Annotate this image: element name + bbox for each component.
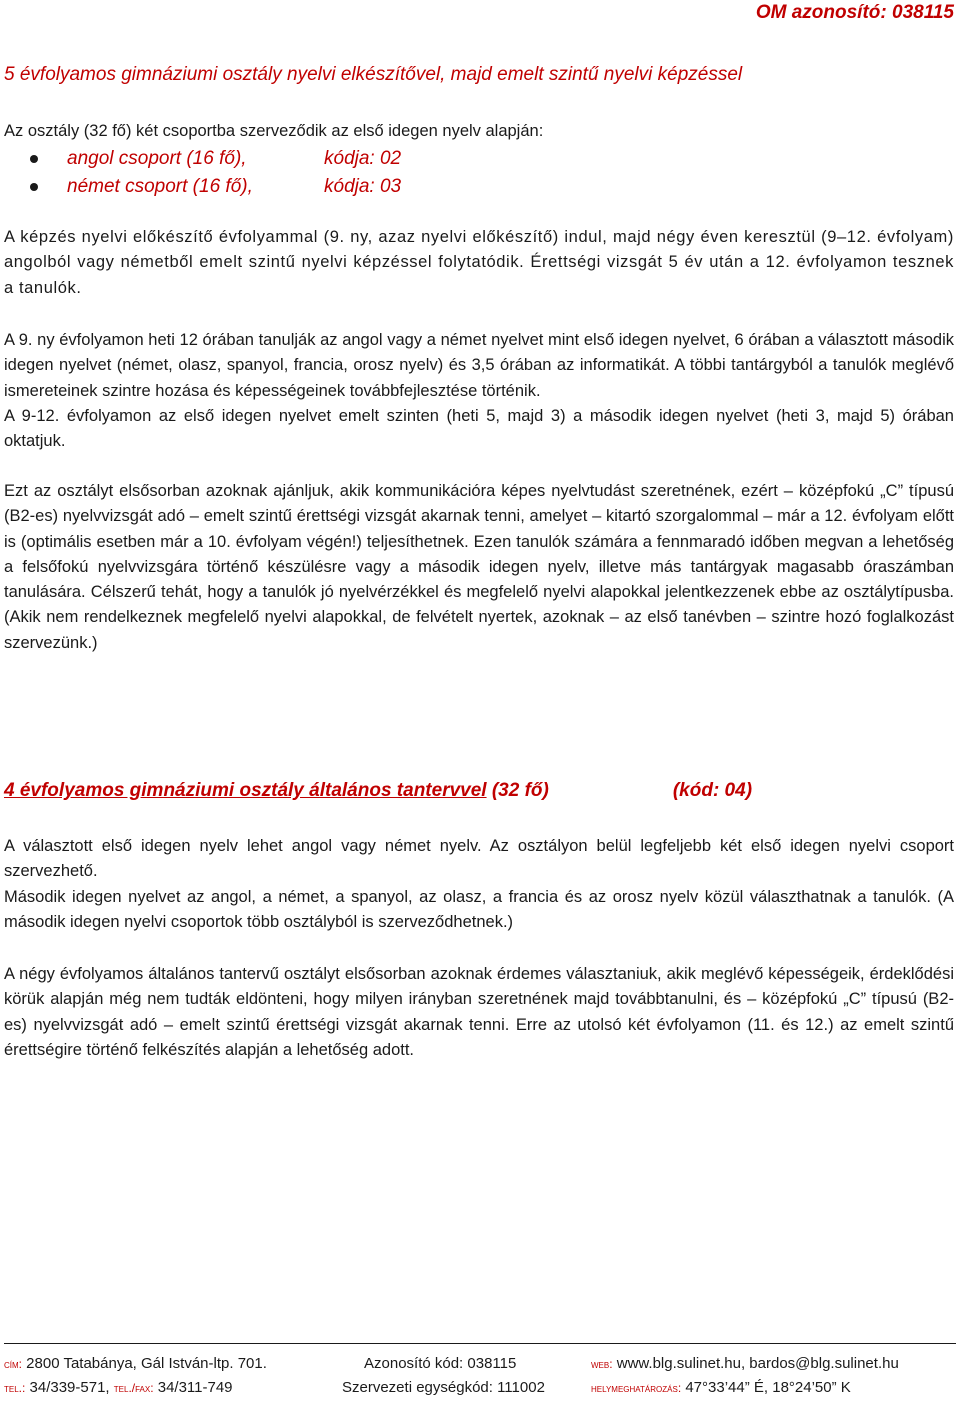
address-value: 2800 Tatabánya, Gál István-ltp. 701. [26, 1355, 267, 1372]
fax-label: tel./fax: [113, 1381, 154, 1395]
address-label: cím: [4, 1357, 22, 1371]
footer-unit-code: Szervezeti egységkód: 111002 [342, 1379, 545, 1396]
footer-address [4, 1355, 267, 1372]
paragraph-general-recommendation: A négy évfolyamos általános tantervű osztályt elsősorban azoknak érdemes választaniuk, akik meglévő képességeik, érdeklődési körük alapján még nem tudták eldönteni, hogy milyen irányban szeretnének majd továbbtanulni, és – középfokú „C” típusú (B2-es) nyelvvizsgát adó – emelt szintű érettségi vizsgát akarnak tenni. Erre az utolsó két évfolyamon (11. és 12.) az emelt szintű érettségire történő felkészítés alapján a lehetőség adott. [4, 965, 954, 1059]
fax-value: 34/311-749 [157, 1379, 233, 1396]
paragraph-recommendation: Ezt az osztályt elsősorban azoknak ajánljuk, akik kommunikációra képes nyelvtudást szeretnének, ezért – középfokú „C” típusú (B2-es) nyelvvizsgát adó – emelt szintű érettségi vizsgát akarnak tenni, amelyet – kitartó szorgalommal – már a 12. évfolyam előtt is (optimális esetben már a 10. évfolyam végén!) teljesíthetnek. Ezen tanulók számára a fennmaradó időben megvan a lehetőség a felsőfokú nyelvvizsgára történő készülésre vagy a második idegen nyelv, illetve más tantárgyak magasabb óraszámban tanulására. Célszerű tehát, hogy a tanulók jó nyelvérzékkel és megfelelő nyelvi alapokkal jelentkezzenek ebbe az osztálytípusba. (Akik nem rendelkeznek megfelelő nyelvi alapokkal, de felvételt nyertek, azoknak – az első tanévben – szintre hozó foglalkozást szervezünk.) [4, 482, 954, 652]
list-item [30, 173, 401, 201]
location-label: helymeghatározás: [591, 1381, 682, 1395]
group-name: német csoport (16 fő), [67, 176, 253, 197]
tel-value: 34/339-571, [29, 1379, 110, 1396]
web-value: www.blg.sulinet.hu, bardos@blg.sulinet.hu [616, 1355, 899, 1372]
footer-web [591, 1355, 899, 1372]
section-title-5-year: 5 évfolyamos gimnáziumi osztály nyelvi elkészítővel, majd emelt szintű nyelvi képzéssel [4, 64, 743, 85]
group-code: kódja: 02 [324, 148, 402, 169]
paragraph-second-language: Második idegen nyelvet az angol, a német, a spanyol, az olasz, a francia és az orosz nyelv közül választhatnak a tanulók. (A második idegen nyelvi csoportok több osztályból is szerveződhetnek.) [4, 887, 954, 931]
bullet-icon [30, 155, 38, 163]
location-value: 47°33’44” É, 18°24’50” K [685, 1379, 851, 1396]
list-item [30, 145, 401, 173]
intro-paragraph: Az osztály (32 fő) két csoportba szerveződik az első idegen nyelv alapján: [4, 122, 544, 140]
om-identifier: OM azonosító: 038115 [755, 2, 954, 23]
web-label: web: [591, 1357, 613, 1371]
paragraph-weekly-hours-part2: A 9-12. évfolyamon az első idegen nyelvet emelt szinten (heti 5, majd 3) a második idegen nyelvet (heti 3, majd 5) órában oktatjuk. [4, 406, 954, 451]
footer-divider [4, 1343, 956, 1344]
group-code: kódja: 03 [324, 176, 402, 197]
paragraph-training-overview: A képzés nyelvi előkészítő évfolyammal (9. ny, azaz nyelvi előkészítő) indul, majd négy éven keresztül (9–12. évfolyam) angolból vagy németből emelt szintű nyelvi képzéssel folytatódik. Érettségi vizsgát 5 év után a 12. évfolyamon tesznek a tanulók. [4, 228, 954, 297]
paragraph-first-language: A választott első idegen nyelv lehet angol vagy német nyelv. Az osztályon belül legfeljebb két első idegen nyelvi csoport szervezhető. [4, 837, 954, 881]
language-group-list [30, 145, 401, 201]
tel-label: tel.: [4, 1381, 26, 1395]
bullet-icon [30, 183, 38, 191]
section2-code: (kód: 04) [672, 780, 753, 801]
paragraph-weekly-hours-part1: A 9. ny évfolyamon heti 12 órában tanulják az angol vagy a német nyelvet mint első idegen nyelvet, 6 órában a választott második idegen nyelvet (német, olasz, spanyol, francia, orosz nyelv) és 3,5 órában az informatikát. A többi tantárgyból a tanulók meglévő ismereteinek szintre hozása és képességeinek továbbfejlesztése történik. [4, 331, 954, 400]
footer-location [591, 1379, 851, 1396]
paragraph-weekly-hours [4, 328, 954, 454]
section-title-4-year [4, 780, 752, 802]
footer-institution-id: Azonosító kód: 038115 [364, 1355, 517, 1372]
section2-title-text: 4 évfolyamos gimnáziumi osztály általános tantervvel [4, 780, 487, 801]
group-name: angol csoport (16 fő), [67, 148, 247, 169]
section2-count: (32 fő) [491, 780, 549, 801]
paragraph-language-choice [4, 834, 954, 935]
footer-phone [4, 1379, 233, 1396]
